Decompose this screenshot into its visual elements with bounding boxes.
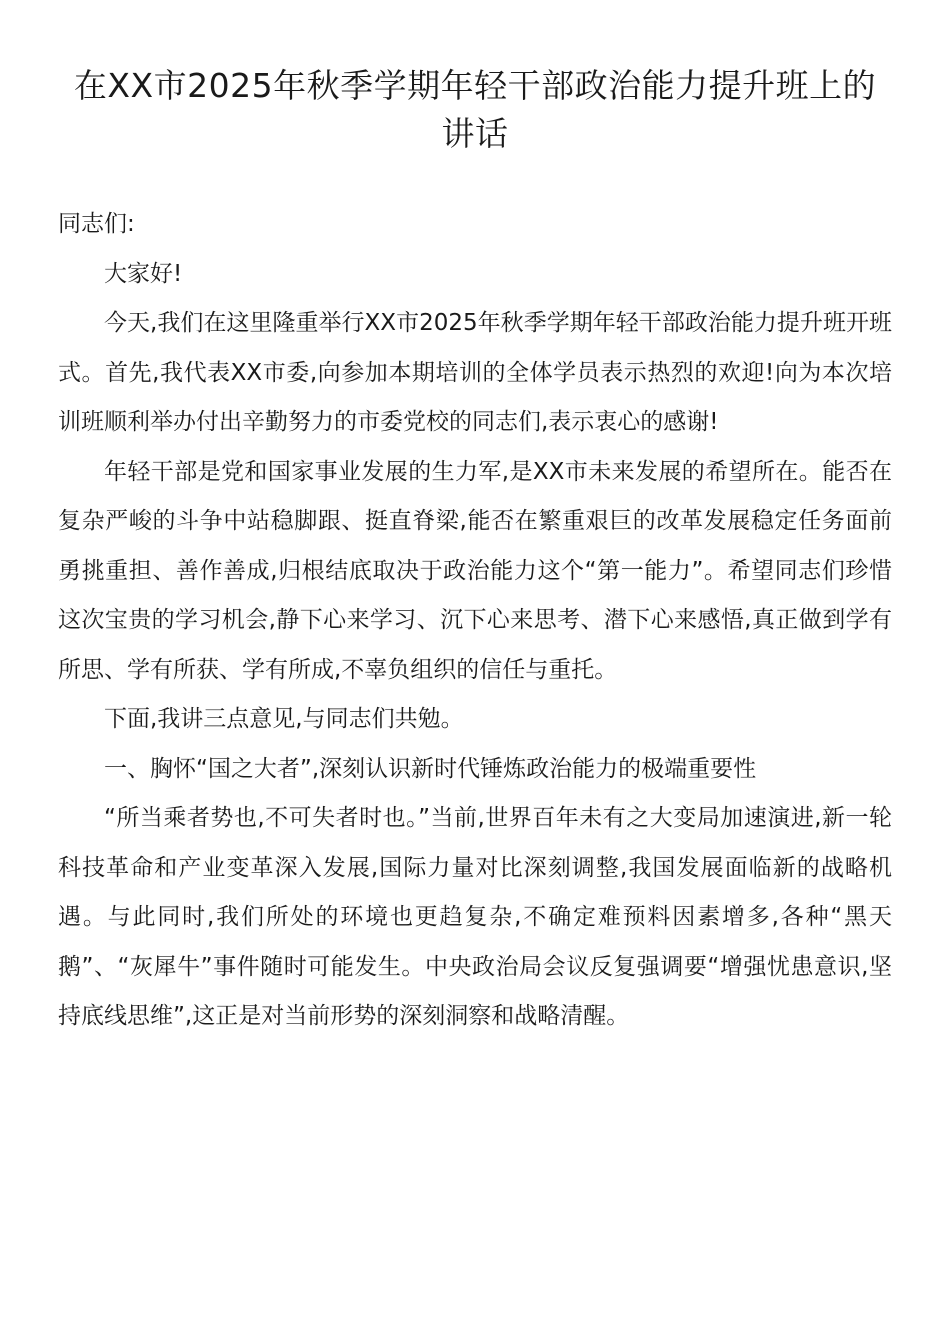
section-heading-1: 一、胸怀“国之大者”,深刻认识新时代锤炼政治能力的极端重要性 <box>104 755 757 782</box>
paragraph-situation: “所当乘者势也,不可失者时也。”当前,世界百年未有之大变局加速演进,新一轮科技革命和产业变革深入发展,国际力量对比深刻调整,我国发展面临新的战略机遇。与此同时,我们所处的环境也更趋复杂,不确定难预料因素增多,各种“黑天鹅”、“灰犀牛”事件随时可能发生。中央政治局会议反复强调要“增强忧患意识,坚持底线思维”,这正是对当前形势的深刻洞察和战略清醒。 <box>58 805 892 1029</box>
paragraph-young-cadres: 年轻干部是党和国家事业发展的生力军,是XX市未来发展的希望所在。能否在复杂严峻的斗争中站稳脚跟、挺直脊梁,能否在繁重艰巨的改革发展稳定任务面前勇挑重担、善作善成,归根结底取决于政治能力这个“第一能力”。希望同志们珍惜这次宝贵的学习机会,静下心来学习、沉下心来思考、潜下心来感悟,真正做到学有所思、学有所获、学有所成,不辜负组织的信任与重托。 <box>58 458 892 683</box>
document-title: 在XX市2025年秋季学期年轻干部政治能力提升班上的讲话 <box>73 66 877 153</box>
paragraph-greeting: 大家好! <box>104 260 183 287</box>
salutation: 同志们: <box>58 211 135 237</box>
document-body <box>58 200 892 1042</box>
paragraph-three-points: 下面,我讲三点意见,与同志们共勉。 <box>104 706 464 732</box>
paragraph-opening: 今天,我们在这里隆重举行XX市2025年秋季学期年轻干部政治能力提升班开班式。首先,我代表XX市委,向参加本期培训的全体学员表示热烈的欢迎!向为本次培训班顺利举办付出辛勤努力的市委党校的同志们,表示衷心的感谢! <box>58 310 892 435</box>
